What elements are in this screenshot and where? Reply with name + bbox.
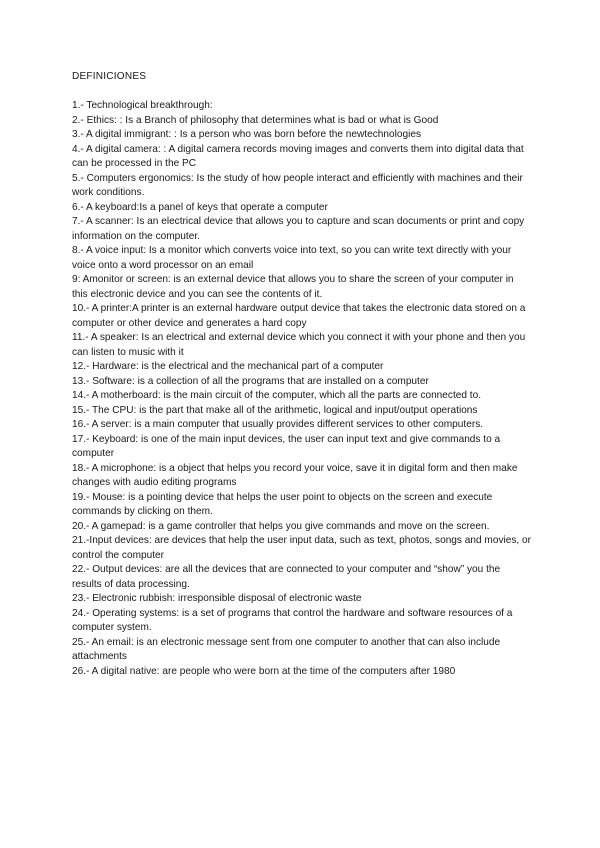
definition-entry: 1.- Technological breakthrough: (72, 100, 213, 111)
definition-entry: 12.- Hardware: is the electrical and the mechanical part of a computer (72, 361, 384, 372)
definition-entry: 21.-Input devices: are devices that help the user input data, such as text, photos, songs and movies, or control the computer (72, 535, 531, 561)
definition-entry: 14.- A motherboard: is the main circuit of the computer, which all the parts are connected to. (72, 390, 482, 401)
definition-entry: 24.- Operating systems: is a set of programs that control the hardware and software resources of a computer system. (72, 607, 513, 633)
definition-entry: 10.- A printer:A printer is an external hardware output device that takes the electronic data stored on a computer or other device and generates a hard copy (72, 303, 526, 329)
definition-entry: 7.- A scanner: Is an electrical device that allows you to capture and scan documents or print and copy information on the computer. (72, 216, 525, 242)
definitions-list (72, 99, 532, 679)
definition-entry: 6.- A keyboard:Is a panel of keys that operate a computer (72, 201, 328, 213)
definition-entry: 17.- Keyboard: is one of the main input devices, the user can input text and give commands to a computer (72, 433, 501, 459)
definition-entry: 4.- A digital camera: : A digital camera records moving images and converts them into digital data that can be processed in the PC (72, 143, 524, 169)
definition-entry: 11.- A speaker: Is an electrical and external device which you connect it with your phone and then you can listen to music with it (72, 332, 526, 358)
definition-entry: 2.- Ethics: : Is a Branch of philosophy that determines what is bad or what is Good (72, 114, 439, 126)
definition-entry: 25.- An email: is an electronic message sent from one computer to another that can also include attachments (72, 636, 501, 662)
definition-entry: 23.- Electronic rubbish: irresponsible disposal of electronic waste (72, 593, 362, 604)
document-title: DEFINICIONES (72, 71, 147, 82)
definition-entry: 18.- A microphone: is a object that helps you record your voice, save it in digital form and then make changes with audio editing programs (72, 462, 518, 488)
definition-entry: 3.- A digital immigrant: : Is a person who was born before the newtechnologies (72, 129, 421, 140)
definition-entry: 26.- A digital native: are people who were born at the time of the computers after 1980 (72, 665, 456, 677)
definition-entry: 22.- Output devices: are all the devices that are connected to your computer and “show” you the results of data processing. (72, 564, 501, 590)
definition-entry: 9: Amonitor or screen: is an external device that allows you to share the screen of your computer in this electronic device and you can see the contents of it. (72, 274, 514, 300)
definition-entry: 16.- A server: is a main computer that usually provides different services to other computers. (72, 419, 484, 430)
definition-entry: 8.- A voice input: Is a monitor which converts voice into text, so you can write text directly with your voice onto a word processor on an email (72, 245, 512, 271)
definition-entry: 19.- Mouse: is a pointing device that helps the user point to objects on the screen and execute commands by clicking on them. (72, 491, 493, 517)
document-page (72, 70, 532, 679)
definition-entry: 20.- A gamepad: is a game controller that helps you give commands and move on the screen. (72, 520, 490, 532)
definition-entry: 5.- Computers ergonomics: Is the study of how people interact and efficiently with machines and their work conditions. (72, 172, 523, 198)
definition-entry: 15.- The CPU: is the part that make all of the arithmetic, logical and input/output operations (72, 404, 478, 416)
definition-entry: 13.- Software: is a collection of all the programs that are installed on a computer (72, 375, 429, 387)
